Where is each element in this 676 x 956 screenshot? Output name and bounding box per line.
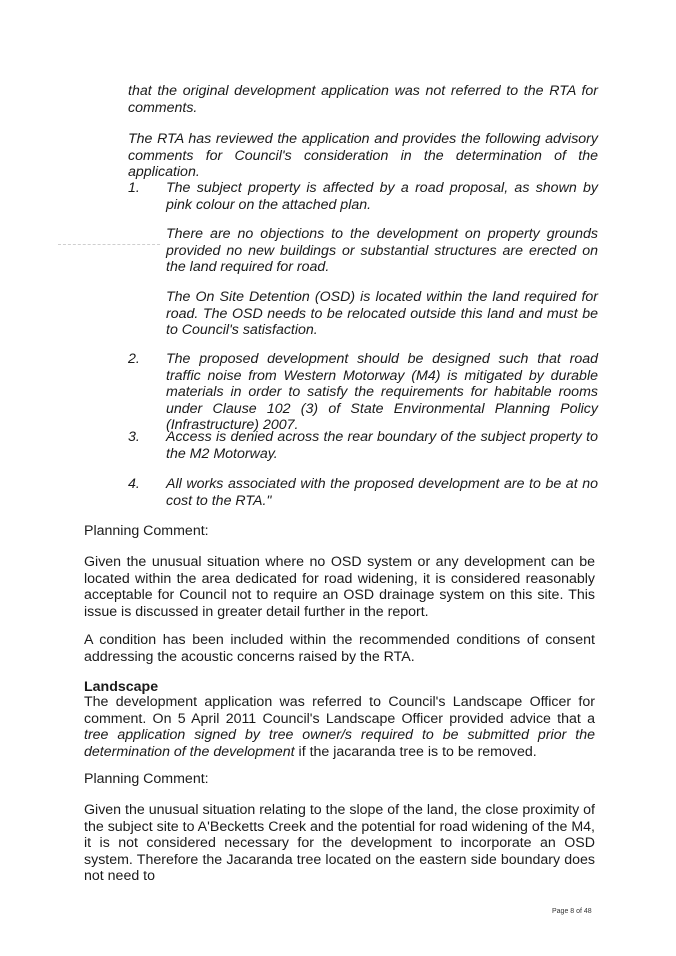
scan-artifact-line [58, 244, 160, 245]
planning-comment-paragraph-1: Given the unusual situation where no OSD system or any development can be located within the area dedicated for road widening, it is considered reasonably acceptable for Council not to require an OSD drainage system on this site. This issue is discussed in greater detail further in the report. [84, 554, 595, 620]
page-number: Page 8 of 48 [552, 908, 592, 915]
comment-3-number: 3. [128, 429, 140, 445]
planning-comment-2-paragraph: Given the unusual situation relating to the slope of the land, the close proximity of the subject site to A'Becketts Creek and the potential for road widening of the M4, it is not considered necessary for the development to incorporate an OSD system. Therefore the Jacaranda tree located on the eastern side boundary does not need to [84, 802, 595, 885]
comment-4-paragraph: All works associated with the proposed development are to be at no cost to the RTA." [166, 476, 598, 509]
planning-comment-label-2: Planning Comment: [84, 771, 209, 787]
landscape-text-start: The development application was referred to Council's Landscape Officer for comment. On 5 April 2011 Council's Landscape Officer provided advice that a [84, 694, 595, 727]
intro-quote-paragraph-2: The RTA has reviewed the application and provides the following advisory comments for Council's consideration in the determination of the application. [128, 131, 598, 181]
comment-1-paragraph-2: There are no objections to the development on property grounds provided no new buildings or substantial structures are erected on the land required for road. [166, 226, 598, 276]
comment-2-paragraph: The proposed development should be designed such that road traffic noise from Western Motorway (M4) is mitigated by durable materials in order to satisfy the requirements for habitable rooms under Clause 102 (3) of State Environmental Planning Policy (Infrastructure) 2007. [166, 351, 598, 434]
comment-1-paragraph-1: The subject property is affected by a road proposal, as shown by pink colour on the attached plan. [166, 180, 598, 213]
comment-1-paragraph-3: The On Site Detention (OSD) is located within the land required for road. The OSD needs to be relocated outside this land and must be to Council's satisfaction. [166, 289, 598, 339]
comment-4-number: 4. [128, 476, 140, 492]
comment-3-paragraph: Access is denied across the rear boundary of the subject property to the M2 Motorway. [166, 429, 598, 462]
planning-comment-paragraph-2: A condition has been included within the recommended conditions of consent addressing the acoustic concerns raised by the RTA. [84, 632, 595, 665]
landscape-paragraph [84, 694, 595, 760]
planning-comment-label: Planning Comment: [84, 523, 209, 539]
intro-quote-paragraph-1: that the original development application was not referred to the RTA for comments. [128, 83, 598, 116]
landscape-text-italic: tree application signed by tree owner/s required to be submitted prior the determination of the development [84, 727, 595, 760]
landscape-text-end: if the jacaranda tree is to be removed. [294, 743, 537, 760]
comment-2-number: 2. [128, 351, 140, 367]
comment-1-number: 1. [128, 180, 140, 196]
landscape-heading: Landscape [84, 679, 159, 695]
